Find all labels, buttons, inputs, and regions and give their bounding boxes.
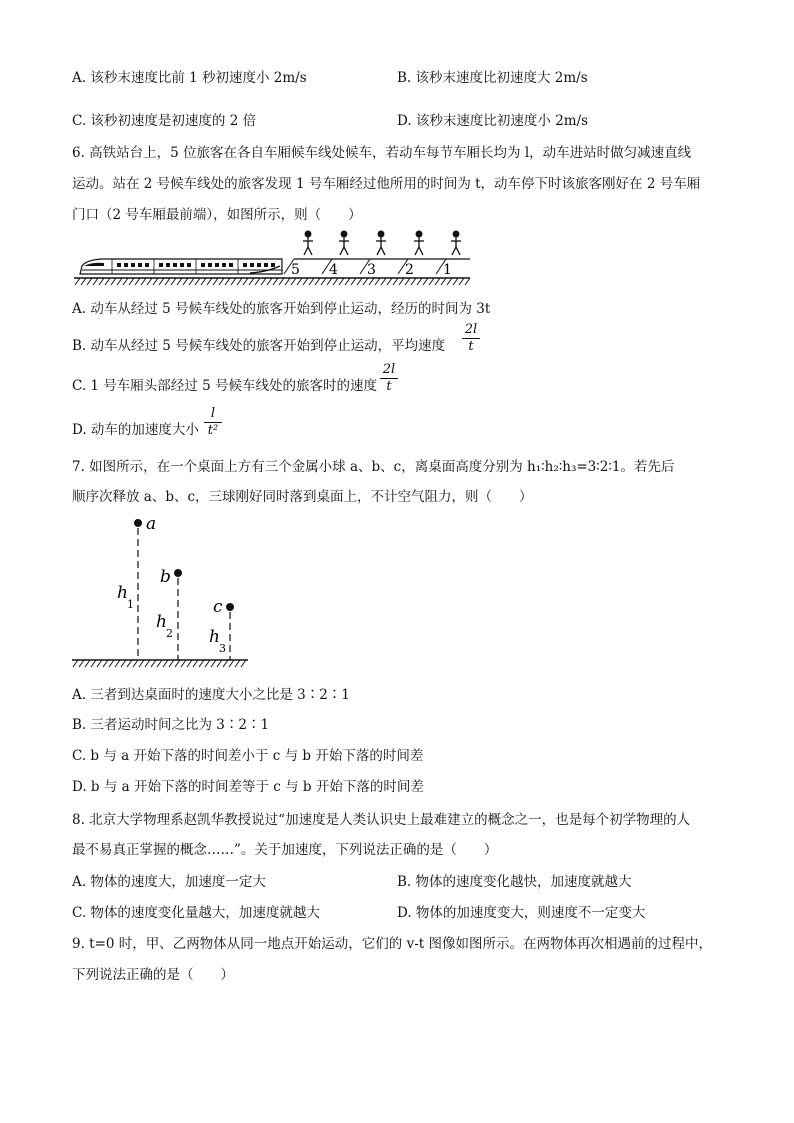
- ground-hatch: [273, 278, 278, 285]
- q8-stem-line1: 8. 北京大学物理系赵凯华教授说过“加速度是人类认识史上最难建立的概念之一，也是每个初学物理的人: [72, 812, 691, 828]
- fraction-denominator: t²: [207, 423, 219, 438]
- ground-hatch: [123, 278, 128, 285]
- passenger-icons: [303, 231, 461, 255]
- ground-hatch: [195, 278, 200, 285]
- ground-hatch: [255, 278, 260, 285]
- line-label-3: 3: [367, 262, 376, 278]
- ground-hatch: [93, 278, 98, 285]
- ground-hatch: [117, 278, 122, 285]
- ground-hatch: [207, 278, 212, 285]
- ground-hatch: [249, 278, 254, 285]
- ball-c-label: c: [213, 597, 223, 617]
- q9-stem-line2: 下列说法正确的是（ ）: [72, 967, 234, 983]
- ground-hatch: [243, 278, 248, 285]
- ground-hatch: [231, 278, 236, 285]
- ground-hatch: [393, 278, 398, 285]
- q6-stem-line3: 门口（2 号车厢最前端），如图所示，则（ ）: [72, 207, 362, 223]
- ground-hatch: [447, 278, 452, 285]
- ground-hatch: [339, 278, 344, 285]
- ground-hatch: [291, 278, 296, 285]
- q7-option-a: A. 三者到达桌面时的速度大小之比是 3∶2∶1: [72, 687, 350, 703]
- ground-hatch: [423, 278, 428, 285]
- q7-option-d: D. b 与 a 开始下落的时间差等于 c 与 b 开始下落的时间差: [72, 779, 424, 795]
- ground-hatch: [213, 278, 218, 285]
- line-label-4: 4: [329, 262, 338, 278]
- ground-hatch: [241, 660, 246, 667]
- q6-option-c-fraction: [380, 363, 398, 394]
- ground-hatch: [171, 278, 176, 285]
- q6-option-d: D. 动车的加速度大小: [72, 422, 199, 438]
- ground-hatch: [345, 278, 350, 285]
- ground-hatch: [453, 278, 458, 285]
- height-h1-label: h1: [117, 583, 134, 611]
- ground-hatch: [237, 278, 242, 285]
- ball-a: [134, 519, 142, 527]
- ground-hatch: [187, 660, 192, 667]
- ground-hatch: [429, 278, 434, 285]
- ground-hatch: [229, 660, 234, 667]
- ground-hatch: [193, 660, 198, 667]
- ground-hatch: [87, 278, 92, 285]
- ground-hatch: [303, 278, 308, 285]
- ground-hatch: [219, 278, 224, 285]
- ball-c: [226, 603, 234, 611]
- ground-hatch: [133, 660, 138, 667]
- ground-hatch: [147, 278, 152, 285]
- height-h2-label: h2: [156, 612, 173, 640]
- fraction-numerator: 2l: [382, 362, 396, 377]
- q7-stem-line2: 顺序次释放 a、b、c，三球刚好同时落到桌面上，不计空气阻力，则（ ）: [72, 489, 533, 505]
- q5-option-d: D. 该秒末速度比初速度小 2m/s: [397, 113, 589, 129]
- ground-hatch: [151, 660, 156, 667]
- ground-hatch: [205, 660, 210, 667]
- ground-hatch: [177, 278, 182, 285]
- ground-hatch: [211, 660, 216, 667]
- ground-hatch: [411, 278, 416, 285]
- ground-hatch: [333, 278, 338, 285]
- ground-hatch: [165, 278, 170, 285]
- q6-stem-line1: 6. 高铁站台上，5 位旅客在各自车厢候车线处候车，若动车每节车厢长均为 l，动车进站时做匀减速直线: [72, 145, 692, 161]
- ground-hatch: [387, 278, 392, 285]
- q6-option-d-fraction: [204, 407, 222, 438]
- ground-hatch: [363, 278, 368, 285]
- q6-option-b-fraction: [462, 323, 480, 354]
- ground-hatch: [267, 278, 272, 285]
- q5-option-b: B. 该秒末速度比初速度大 2m/s: [397, 70, 588, 86]
- ground-hatch: [369, 278, 374, 285]
- fraction-numerator: 2l: [464, 322, 478, 337]
- ground-hatch: [169, 660, 174, 667]
- ground-hatch: [417, 278, 422, 285]
- ground-hatch: [99, 278, 104, 285]
- q6-option-a: A. 动车从经过 5 号候车线处的旅客开始到停止运动，经历的时间为 3t: [72, 301, 491, 317]
- ground-hatch: [459, 278, 464, 285]
- ground-hatch: [465, 278, 470, 285]
- line-label-2: 2: [405, 262, 414, 278]
- q7-option-b: B. 三者运动时间之比为 3∶2∶1: [72, 717, 270, 733]
- ground-hatch: [175, 660, 180, 667]
- ball-b-label: b: [160, 567, 171, 587]
- ground-hatch: [129, 278, 134, 285]
- ground-hatch: [375, 278, 380, 285]
- ground-hatch: [199, 660, 204, 667]
- ground-hatch: [309, 278, 314, 285]
- ground-hatch: [315, 278, 320, 285]
- ground-hatch: [127, 660, 132, 667]
- ground-hatch: [153, 278, 158, 285]
- q7-stem-line1: 7. 如图所示，在一个桌面上方有三个金属小球 a、b、c，离桌面高度分别为 h₁∶h₂∶h₃=3∶2∶1。若先后: [72, 459, 675, 475]
- train-icon: [80, 259, 282, 274]
- q9-stem-line1: 9. t=0 时，甲、乙两物体从同一地点开始运动，它们的 v-t 图像如图所示。在两物体再次相遇前的过程中，: [72, 936, 712, 952]
- q6-option-c: C. 1 号车厢头部经过 5 号候车线处的旅客时的速度: [72, 378, 377, 394]
- ground-hatch: [235, 660, 240, 667]
- ball-b: [174, 569, 182, 577]
- fraction-denominator: t: [386, 379, 392, 394]
- line-label-1: 1: [443, 262, 452, 278]
- ground-hatch: [157, 660, 162, 667]
- q6-stem-line2: 运动。站在 2 号候车线处的旅客发现 1 号车厢经过他所用的时间为 t，动车停下时该旅客刚好在 2 号车厢: [72, 176, 701, 192]
- q8-option-b: B. 物体的速度变化越快，加速度就越大: [397, 874, 632, 890]
- ground-hatch: [285, 278, 290, 285]
- ground-hatch: [351, 278, 356, 285]
- q8-option-c: C. 物体的速度变化量越大，加速度就越大: [72, 905, 320, 921]
- balls-height-figure: [72, 510, 252, 674]
- train-platform-figure: [72, 226, 472, 288]
- ground-hatch: [159, 278, 164, 285]
- ground-hatch: [103, 660, 108, 667]
- ground-hatch: [141, 278, 146, 285]
- ground-hatch: [225, 278, 230, 285]
- line-label-5: 5: [291, 262, 300, 278]
- ground-hatch: [327, 278, 332, 285]
- ground-hatch: [81, 278, 86, 285]
- q5-option-c: C. 该秒初速度是初速度的 2 倍: [72, 113, 257, 129]
- q8-option-a: A. 物体的速度大，加速度一定大: [72, 874, 266, 890]
- ground-hatch: [85, 660, 90, 667]
- ground-hatch: [297, 278, 302, 285]
- ground-hatch: [441, 278, 446, 285]
- ground-hatch: [183, 278, 188, 285]
- ground-hatch: [145, 660, 150, 667]
- ground-hatch: [381, 278, 386, 285]
- ground-hatch: [135, 278, 140, 285]
- q8-option-d: D. 物体的加速度变大，则速度不一定变大: [397, 905, 646, 921]
- q6-option-b: B. 动车从经过 5 号候车线处的旅客开始到停止运动，平均速度: [72, 338, 446, 354]
- ground-hatch: [121, 660, 126, 667]
- ground-hatch: [75, 278, 80, 285]
- q8-stem-line2: 最不易真正掌握的概念……”。关于加速度，下列说法正确的是（ ）: [72, 842, 498, 858]
- ground-hatch: [399, 278, 404, 285]
- ground-hatch: [181, 660, 186, 667]
- ground-hatch: [261, 278, 266, 285]
- ground-hatch: [97, 660, 102, 667]
- ground-hatch: [79, 660, 84, 667]
- ground-hatch: [321, 278, 326, 285]
- ground-hatch: [111, 278, 116, 285]
- ground-hatch: [223, 660, 228, 667]
- ground-hatch: [73, 660, 78, 667]
- ball-a-label: a: [146, 514, 157, 534]
- ground-hatch: [217, 660, 222, 667]
- ground-hatch: [91, 660, 96, 667]
- fraction-numerator: l: [210, 406, 216, 421]
- ground-hatch: [139, 660, 144, 667]
- q7-option-c: C. b 与 a 开始下落的时间差小于 c 与 b 开始下落的时间差: [72, 748, 424, 764]
- ground-hatch: [201, 278, 206, 285]
- ground-hatch: [163, 660, 168, 667]
- ground-hatch: [279, 278, 284, 285]
- ground-hatch: [109, 660, 114, 667]
- ground-hatch: [115, 660, 120, 667]
- ground-hatch: [189, 278, 194, 285]
- ground-hatch: [105, 278, 110, 285]
- ground-hatch: [357, 278, 362, 285]
- q5-option-a: A. 该秒末速度比前 1 秒初速度小 2m/s: [72, 70, 307, 86]
- height-h3-label: h3: [209, 627, 226, 655]
- fraction-denominator: t: [468, 339, 474, 354]
- ground-hatch: [405, 278, 410, 285]
- ground-hatch: [435, 278, 440, 285]
